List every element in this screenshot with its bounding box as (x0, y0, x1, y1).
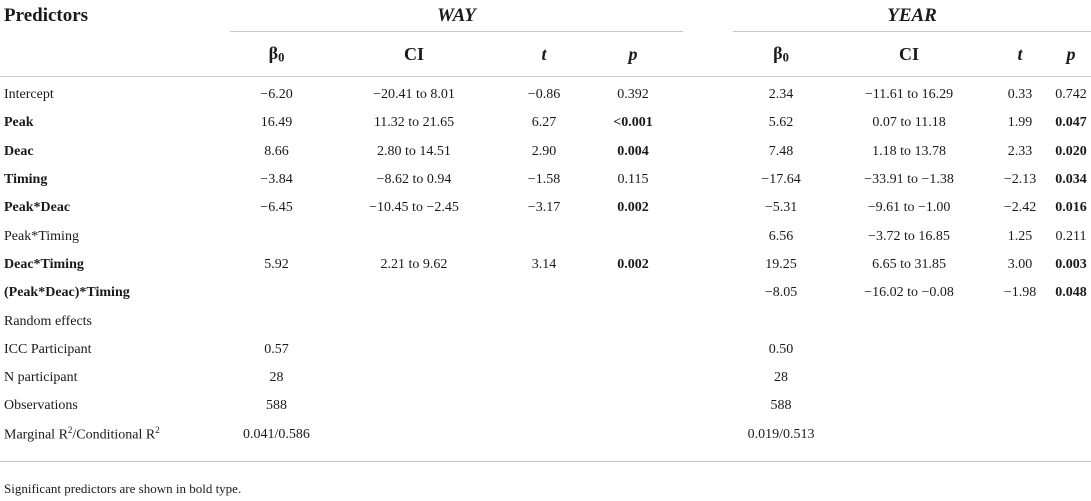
way-p-cell (583, 222, 683, 250)
way-ci-cell: 2.80 to 14.51 (377, 143, 451, 159)
way-t-cell: −3.17 (527, 200, 561, 216)
way-t-cell (505, 279, 583, 307)
year-p-cell: 0.016 (1055, 200, 1087, 216)
way-ci-cell (323, 222, 505, 250)
year-b-cell: 0.019/0.513 (747, 426, 815, 442)
table-row (0, 222, 1091, 250)
year-p-cell (1051, 307, 1091, 335)
table-row (0, 307, 1091, 335)
year-p-cell: 0.020 (1055, 143, 1087, 159)
way-t-cell: 2.90 (531, 143, 557, 159)
year-ci-cell: −11.61 to 16.29 (864, 87, 954, 103)
year-ci-cell (829, 307, 989, 335)
way-ci-header: CI (403, 43, 424, 64)
group-gap (683, 194, 733, 222)
group-gap (683, 279, 733, 307)
group-gap (683, 138, 733, 166)
year-ci-cell: −16.02 to −0.08 (864, 285, 954, 301)
predictor-label: Intercept (4, 87, 54, 103)
column-header-row (0, 32, 1091, 77)
group-gap (683, 392, 733, 420)
year-t-cell: 1.25 (1007, 228, 1033, 244)
year-ci-cell: −33.91 to −1.38 (864, 172, 954, 188)
way-p-cell (583, 336, 683, 364)
way-t-cell: 3.14 (531, 256, 557, 272)
predictor-label: Random effects (4, 313, 92, 329)
year-t-cell: 2.33 (1007, 143, 1033, 159)
predictor-label: Timing (4, 172, 48, 188)
year-b-cell: 19.25 (765, 256, 797, 272)
way-t-cell (505, 364, 583, 392)
way-ci-cell: 2.21 to 9.62 (380, 256, 448, 272)
year-b-cell (733, 307, 829, 335)
year-b-cell: −8.05 (764, 285, 798, 301)
way-ci-cell: −8.62 to 0.94 (376, 172, 452, 188)
year-t-cell: 3.00 (1007, 256, 1033, 272)
year-t-cell (989, 336, 1051, 364)
year-b-cell: 0.50 (768, 341, 794, 357)
year-t-cell (989, 364, 1051, 392)
table-row (0, 81, 1091, 109)
table-footnote: Significant predictors are shown in bold type. (4, 481, 242, 496)
table-row (0, 251, 1091, 279)
year-t-header: t (1017, 43, 1023, 64)
year-ci-cell (829, 364, 989, 392)
way-t-cell (505, 392, 583, 420)
year-b-cell: 6.56 (768, 228, 794, 244)
predictor-label: Deac (4, 143, 34, 159)
year-p-cell: 0.047 (1055, 115, 1087, 131)
year-ci-cell: 6.65 to 31.85 (872, 256, 946, 272)
way-p-cell: 0.002 (617, 200, 649, 216)
predictor-label: N participant (4, 370, 78, 386)
way-t-cell: −0.86 (527, 87, 561, 103)
way-b-cell (230, 307, 323, 335)
way-beta-header: β0 (268, 42, 285, 65)
way-ci-cell: −10.45 to −2.45 (369, 200, 459, 216)
table-row (0, 336, 1091, 364)
group-gap (683, 81, 733, 109)
way-p-cell (583, 364, 683, 392)
group-gap (683, 251, 733, 279)
year-ci-cell: 0.07 to 11.18 (872, 115, 946, 131)
way-b-cell (230, 222, 323, 250)
year-ci-cell: 1.18 to 13.78 (872, 143, 946, 159)
year-b-cell: 7.48 (768, 143, 794, 159)
way-ci-cell: 11.32 to 21.65 (373, 115, 455, 131)
way-ci-cell (323, 336, 505, 364)
group-gap (683, 222, 733, 250)
year-ci-cell (829, 336, 989, 364)
way-b-cell: 16.49 (260, 115, 293, 131)
year-p-cell (1051, 336, 1091, 364)
way-p-cell: <0.001 (613, 115, 653, 131)
predictor-label: (Peak*Deac)*Timing (4, 285, 130, 301)
way-ci-cell (323, 307, 505, 335)
way-p-header: p (628, 43, 638, 64)
year-b-cell: −17.64 (761, 172, 801, 188)
way-t-cell (505, 307, 583, 335)
way-t-cell: −1.58 (527, 172, 561, 188)
year-p-cell: 0.048 (1055, 285, 1087, 301)
way-b-cell: 5.92 (264, 256, 289, 272)
year-p-cell: 0.211 (1055, 228, 1087, 244)
group-gap (683, 307, 733, 335)
way-p-cell: 0.115 (617, 172, 649, 188)
predictor-label: ICC Participant (4, 341, 92, 357)
way-b-cell: 588 (266, 398, 287, 414)
year-p-cell: 0.742 (1055, 87, 1087, 103)
way-t-cell (505, 222, 583, 250)
group-header-row (0, 0, 1091, 31)
year-b-cell: 28 (774, 370, 789, 386)
predictor-label: Peak*Timing (4, 228, 79, 244)
table-row (0, 166, 1091, 194)
predictor-label: Observations (4, 398, 78, 414)
group-way-header: WAY (437, 4, 476, 26)
group-gap (683, 166, 733, 194)
year-t-cell: 1.99 (1007, 115, 1033, 131)
table-row (0, 279, 1091, 307)
way-ci-cell (323, 392, 505, 420)
table-row (0, 364, 1091, 392)
way-b-cell: −3.84 (260, 172, 293, 188)
footer-spacer (0, 449, 1091, 462)
predictors-header: Predictors (4, 4, 89, 26)
year-b-cell: 5.62 (768, 115, 794, 131)
year-t-cell: −1.98 (1003, 285, 1037, 301)
table-row (0, 109, 1091, 137)
group-gap (683, 364, 733, 392)
year-t-cell: −2.42 (1003, 200, 1037, 216)
predictor-label: Deac*Timing (4, 256, 84, 272)
way-t-cell (505, 336, 583, 364)
way-p-cell: 0.002 (617, 256, 649, 272)
year-p-cell: 0.003 (1055, 256, 1087, 272)
way-p-cell (583, 392, 683, 420)
way-p-cell (583, 307, 683, 335)
way-b-cell: 28 (269, 370, 284, 386)
group-year-header: YEAR (887, 4, 937, 26)
table-row (0, 392, 1091, 420)
way-p-cell: 0.392 (617, 87, 649, 103)
way-p-cell (583, 279, 683, 307)
year-ci-cell (829, 392, 989, 420)
year-b-cell: 588 (770, 398, 792, 414)
year-b-cell: −5.31 (764, 200, 798, 216)
way-b-cell: −6.45 (260, 200, 293, 216)
table-row (0, 138, 1091, 166)
way-ci-cell (323, 364, 505, 392)
way-b-cell: 8.66 (264, 143, 289, 159)
way-b-cell: 0.041/0.586 (243, 426, 310, 442)
way-ci-cell: −20.41 to 8.01 (373, 87, 455, 103)
year-t-cell: 0.33 (1007, 87, 1033, 103)
way-t-cell: 6.27 (531, 115, 557, 131)
table-row (0, 194, 1091, 222)
year-p-cell (1051, 364, 1091, 392)
way-b-cell: 0.57 (264, 341, 289, 357)
way-ci-cell (323, 279, 505, 307)
predictor-label: Peak*Deac (4, 200, 71, 216)
year-ci-cell: −9.61 to −1.00 (867, 200, 951, 216)
year-p-cell: 0.034 (1055, 172, 1087, 188)
year-ci-cell: −3.72 to 16.85 (868, 228, 950, 244)
way-b-cell (230, 279, 323, 307)
way-p-cell: 0.004 (617, 143, 649, 159)
year-p-header: p (1066, 43, 1076, 64)
group-gap (683, 336, 733, 364)
year-t-cell (989, 392, 1051, 420)
way-b-cell: −6.20 (260, 87, 293, 103)
way-t-header: t (541, 43, 547, 64)
table-row (0, 421, 1091, 449)
year-t-cell (989, 307, 1051, 335)
year-ci-header: CI (899, 43, 920, 64)
year-b-cell: 2.34 (768, 87, 794, 103)
year-t-cell: −2.13 (1003, 172, 1037, 188)
predictor-label: Marginal $R^2$/Conditional $R^2$ (4, 425, 160, 444)
predictor-label: Peak (4, 115, 34, 131)
year-beta-header: β0 (773, 42, 789, 65)
footer-separator (0, 461, 1091, 463)
group-gap (683, 109, 733, 137)
year-p-cell (1051, 392, 1091, 420)
